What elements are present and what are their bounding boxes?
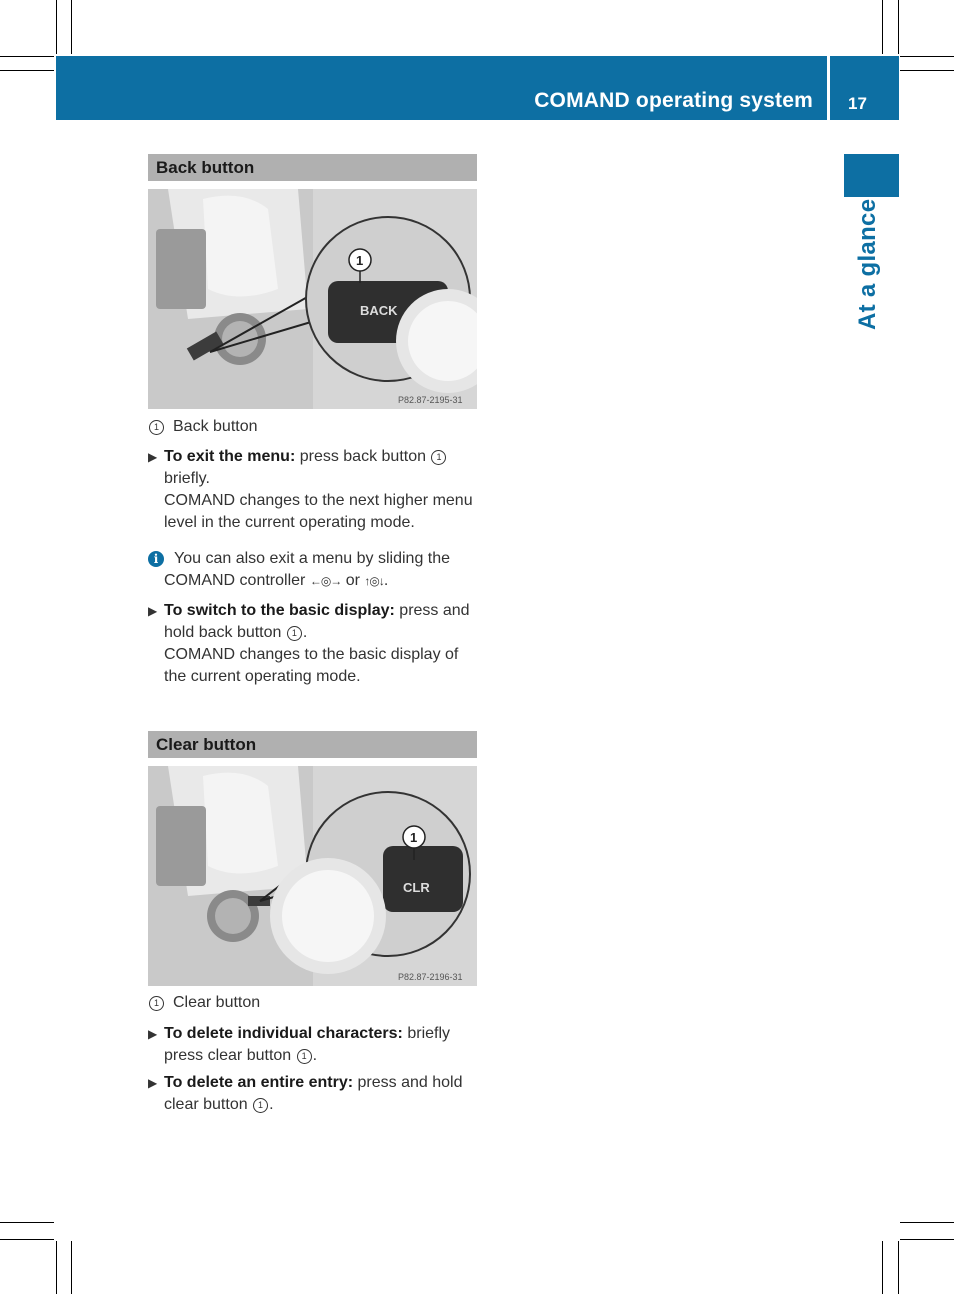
step-result: COMAND changes to the basic display of the current operating mode. xyxy=(164,646,459,685)
callout-number-icon: 1 xyxy=(297,1049,312,1064)
side-tab xyxy=(844,154,899,197)
photo-button-label: BACK xyxy=(360,303,398,318)
crop-mark xyxy=(900,70,954,71)
step-text: . xyxy=(312,1047,318,1064)
crop-mark xyxy=(71,1241,72,1294)
photo-callout: 1 xyxy=(410,830,418,845)
callout-number-icon: 1 xyxy=(253,1098,268,1113)
chapter-title: COMAND operating system xyxy=(534,89,813,112)
section-heading-back xyxy=(148,154,477,181)
clear-button-photo xyxy=(148,766,477,986)
callout-number-icon: 1 xyxy=(149,420,164,435)
crop-mark xyxy=(0,1239,54,1240)
step-title: To delete individual characters: xyxy=(164,1025,403,1042)
info-note xyxy=(164,548,480,592)
instruction-step xyxy=(164,1023,480,1067)
photo-callout: 1 xyxy=(356,253,364,268)
step-text: press and hold back button xyxy=(164,602,470,641)
legend-item xyxy=(148,416,258,438)
crop-mark xyxy=(0,70,54,71)
instruction-step xyxy=(164,600,480,688)
crop-mark xyxy=(71,0,72,54)
bullet-arrow-icon: ▶ xyxy=(148,450,158,464)
back-button-photo xyxy=(148,189,477,409)
section-heading-text: Clear button xyxy=(156,735,257,754)
callout-number-icon: 1 xyxy=(287,626,302,641)
section-heading-clear xyxy=(148,731,477,758)
side-label: At a glance xyxy=(854,198,881,330)
instruction-step xyxy=(164,446,480,534)
crop-mark xyxy=(900,1239,954,1240)
photo-code: P82.87-2196-31 xyxy=(398,972,463,982)
header-bar xyxy=(56,56,827,120)
crop-mark xyxy=(900,56,954,57)
instruction-step xyxy=(164,1072,480,1116)
step-text: briefly. xyxy=(164,470,210,487)
crop-mark xyxy=(898,1241,899,1294)
step-text: . xyxy=(302,624,308,641)
controller-slide-ud-icon: ↑◎↓ xyxy=(364,574,384,588)
step-title: To switch to the basic display: xyxy=(164,602,395,619)
crop-mark xyxy=(56,1241,57,1294)
step-result: COMAND changes to the next higher menu level in the current operating mode. xyxy=(164,492,473,531)
crop-mark xyxy=(0,1222,54,1223)
step-text: . xyxy=(269,1096,274,1113)
crop-mark xyxy=(900,1222,954,1223)
info-text: or xyxy=(341,572,365,589)
photo-button-label: CLR xyxy=(403,880,430,895)
step-text: briefly press clear button xyxy=(164,1025,451,1064)
bullet-arrow-icon: ▶ xyxy=(148,604,158,618)
section-heading-text: Back button xyxy=(156,158,255,177)
crop-mark xyxy=(0,56,54,57)
page-number-box xyxy=(830,56,899,120)
step-text: press and hold clear button xyxy=(164,1074,463,1113)
step-title: To exit the menu: xyxy=(164,448,296,465)
callout-number-icon: 1 xyxy=(149,996,164,1011)
step-title: To delete an entire entry: xyxy=(164,1074,354,1091)
info-text: You can also exit a menu by sliding the COMAND controller xyxy=(164,550,451,589)
step-text: press back button xyxy=(295,448,431,465)
bullet-arrow-icon: ▶ xyxy=(148,1027,158,1041)
legend-text: Clear button xyxy=(173,994,261,1011)
page-number: 17 xyxy=(848,94,867,113)
photo-code: P82.87-2195-31 xyxy=(398,395,463,405)
crop-mark xyxy=(56,0,57,54)
crop-mark xyxy=(898,0,899,54)
legend-text: Back button xyxy=(173,418,258,435)
crop-mark xyxy=(882,0,883,54)
controller-slide-lr-icon: ←◎→ xyxy=(309,574,342,588)
legend-item xyxy=(148,992,260,1014)
info-icon: i xyxy=(148,551,164,567)
callout-number-icon: 1 xyxy=(431,450,446,465)
info-text: . xyxy=(383,572,389,589)
bullet-arrow-icon: ▶ xyxy=(148,1076,158,1090)
crop-mark xyxy=(882,1241,883,1294)
